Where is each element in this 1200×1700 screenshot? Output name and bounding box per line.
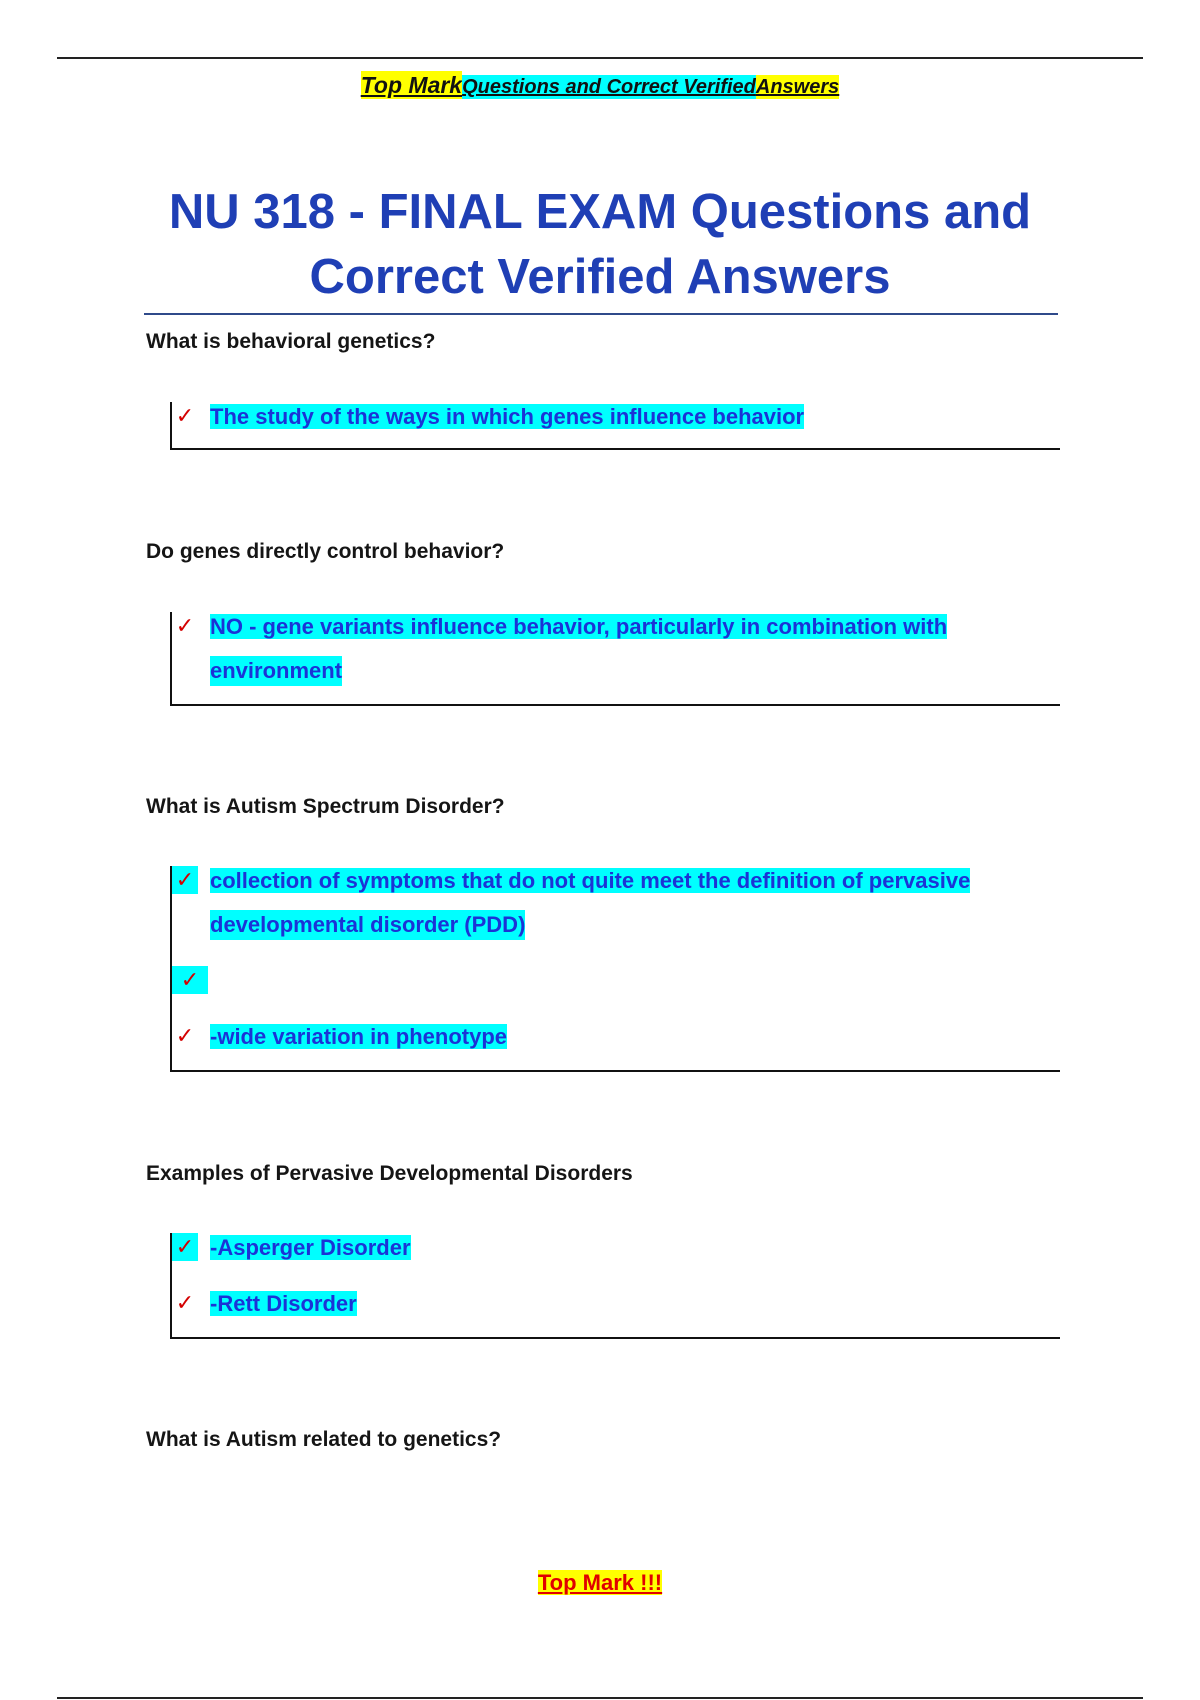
answer-line [210,910,525,940]
check-icon: ✓ [175,1023,195,1048]
check-icon: ✓ [175,1290,195,1315]
answer-line-text: NO - gene variants influence behavior, particularly in combination with [210,614,948,639]
page-title [144,180,1056,310]
question-3: What is Autism Spectrum Disorder? [146,795,505,818]
header-tagline: Questions and Correct Verified [462,76,756,98]
title-divider [144,313,1058,315]
page-header [0,72,1200,99]
answer-4-1 [210,1233,411,1263]
answer-line-text: developmental disorder (PDD) [210,912,526,937]
question-1: What is behavioral genetics? [146,330,436,353]
answer-2-1 [210,612,947,686]
answer-3-1 [210,866,970,940]
question-5: What is Autism related to genetics? [146,1428,502,1451]
answer-line: -Rett Disorder [210,1291,357,1316]
answer-line: collection of symptoms that do not quite meet the definition of pervasive [210,868,971,893]
check-icon: ✓ [175,403,195,428]
answer-1-1 [210,402,804,432]
answer-box-3 [170,866,1060,1072]
check-icon: ✓ [172,1233,198,1261]
answer-line-text: environment [210,658,343,683]
answer-4-2 [210,1289,357,1319]
check-icon: ✓ [172,966,208,994]
footer-mark-text: Top Mark !!! [537,1570,663,1595]
check-icon: ✓ [175,613,195,638]
answer-line: -Asperger Disorder [210,1235,411,1260]
question-2: Do genes directly control behavior? [146,540,505,563]
bottom-rule [57,1697,1143,1699]
header-brand: Top Mark [360,72,463,98]
answer-line: -wide variation in phenotype [210,1024,508,1049]
answer-line [210,614,947,639]
answer-line [210,656,342,686]
answer-box-4 [170,1233,1060,1339]
footer-mark [0,1570,1200,1596]
title-line-1: NU 318 - FINAL EXAM Questions and [168,185,1032,239]
top-rule [57,57,1143,59]
title-line-2: Correct Verified Answers [309,250,891,304]
header-tagline-end: Answers [755,76,840,98]
answer-box-2 [170,612,1060,706]
check-icon: ✓ [172,866,198,894]
answer-3-3 [210,1022,507,1052]
answer-line: The study of the ways in which genes influence behavior [210,404,805,429]
question-4: Examples of Pervasive Developmental Disorders [146,1162,633,1185]
answer-box-1 [170,402,1060,450]
